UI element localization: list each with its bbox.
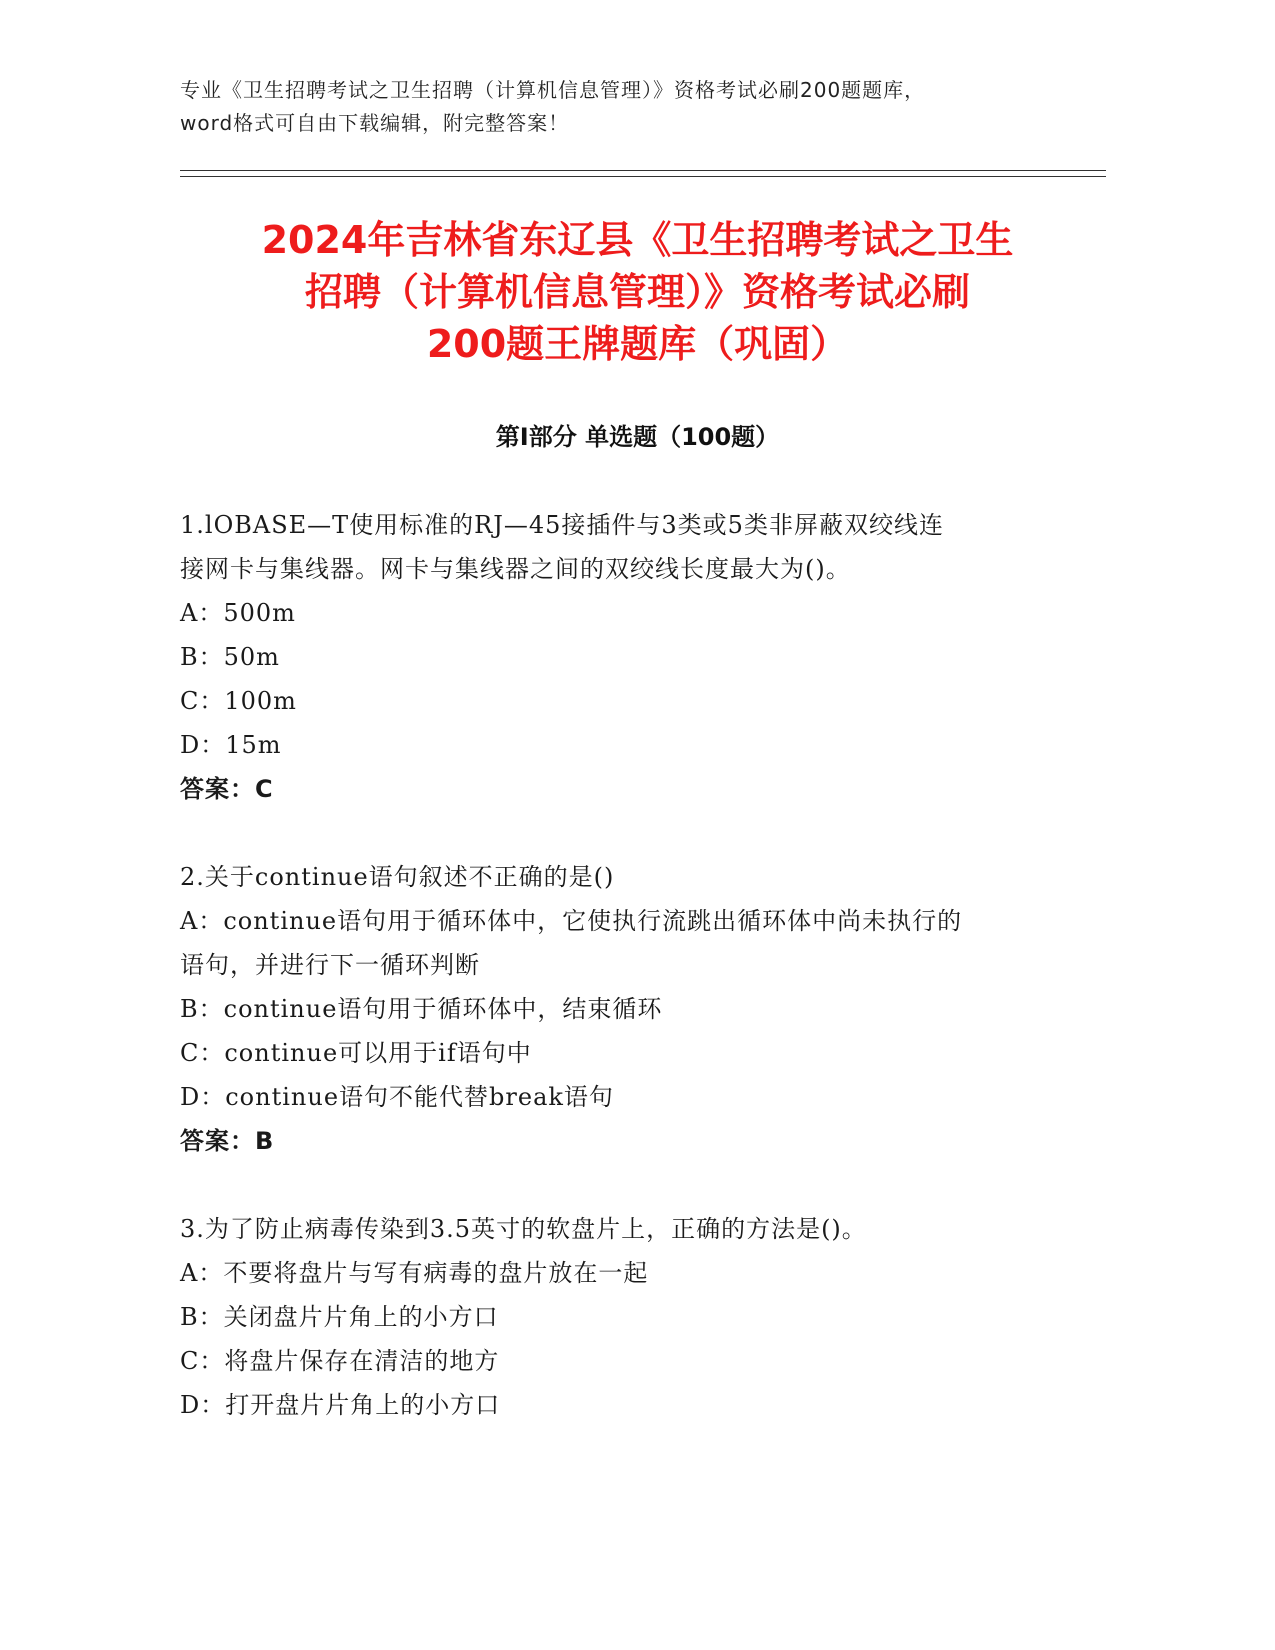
question-list: [180, 503, 1060, 1471]
question-3: [180, 1207, 1060, 1427]
option-b: B：关闭盘片片角上的小方口: [180, 1303, 499, 1331]
option-b: B：continue语句用于循环体中，结束循环: [180, 995, 663, 1023]
option-a-cont: 语句，并进行下一循环判断: [180, 951, 480, 979]
title-line-3: 200题王牌题库（巩固）: [426, 322, 849, 366]
option-c: C：将盘片保存在清洁的地方: [180, 1347, 500, 1375]
document-title: [150, 214, 1125, 370]
question-stem: 1.lOBASE—T使用标准的RJ—45接插件与3类或5类非屏蔽双绞线连: [180, 511, 944, 539]
header-rule-top: [180, 170, 1106, 171]
option-a: A：500m: [180, 599, 296, 627]
question-stem-cont: 接网卡与集线器。网卡与集线器之间的双绞线长度最大为()。: [180, 555, 851, 583]
option-c: C：continue可以用于if语句中: [180, 1039, 532, 1067]
question-stem: 2.关于continue语句叙述不正确的是(): [180, 863, 615, 891]
answer: 答案：B: [180, 1127, 275, 1155]
option-b: B：50m: [180, 643, 280, 671]
option-d: D：continue语句不能代替break语句: [180, 1083, 614, 1111]
section-title: 第Ⅰ部分 单选题（100题）: [495, 423, 780, 451]
answer: 答案：C: [180, 775, 274, 803]
intro-line-1: 专业《卫生招聘考试之卫生招聘（计算机信息管理）》资格考试必刷200题题库，: [180, 78, 926, 102]
intro-line-2: word格式可自由下载编辑，附完整答案！: [180, 111, 570, 135]
option-d: D：打开盘片片角上的小方口: [180, 1391, 501, 1419]
question-1: [180, 503, 1060, 811]
question-2: [180, 855, 1060, 1163]
option-a: A：不要将盘片与写有病毒的盘片放在一起: [180, 1259, 649, 1287]
title-line-2: 招聘（计算机信息管理）》资格考试必刷: [304, 270, 970, 314]
title-line-1: 2024年吉林省东辽县《卫生招聘考试之卫生: [261, 218, 1014, 262]
header-rule-bottom: [180, 176, 1106, 177]
intro-text: [180, 74, 1120, 140]
option-c: C：100m: [180, 687, 297, 715]
option-d: D：15m: [180, 731, 282, 759]
option-a: A：continue语句用于循环体中，它使执行流跳出循环体中尚未执行的: [180, 907, 963, 935]
question-stem: 3.为了防止病毒传染到3.5英寸的软盘片上，正确的方法是()。: [180, 1215, 867, 1243]
